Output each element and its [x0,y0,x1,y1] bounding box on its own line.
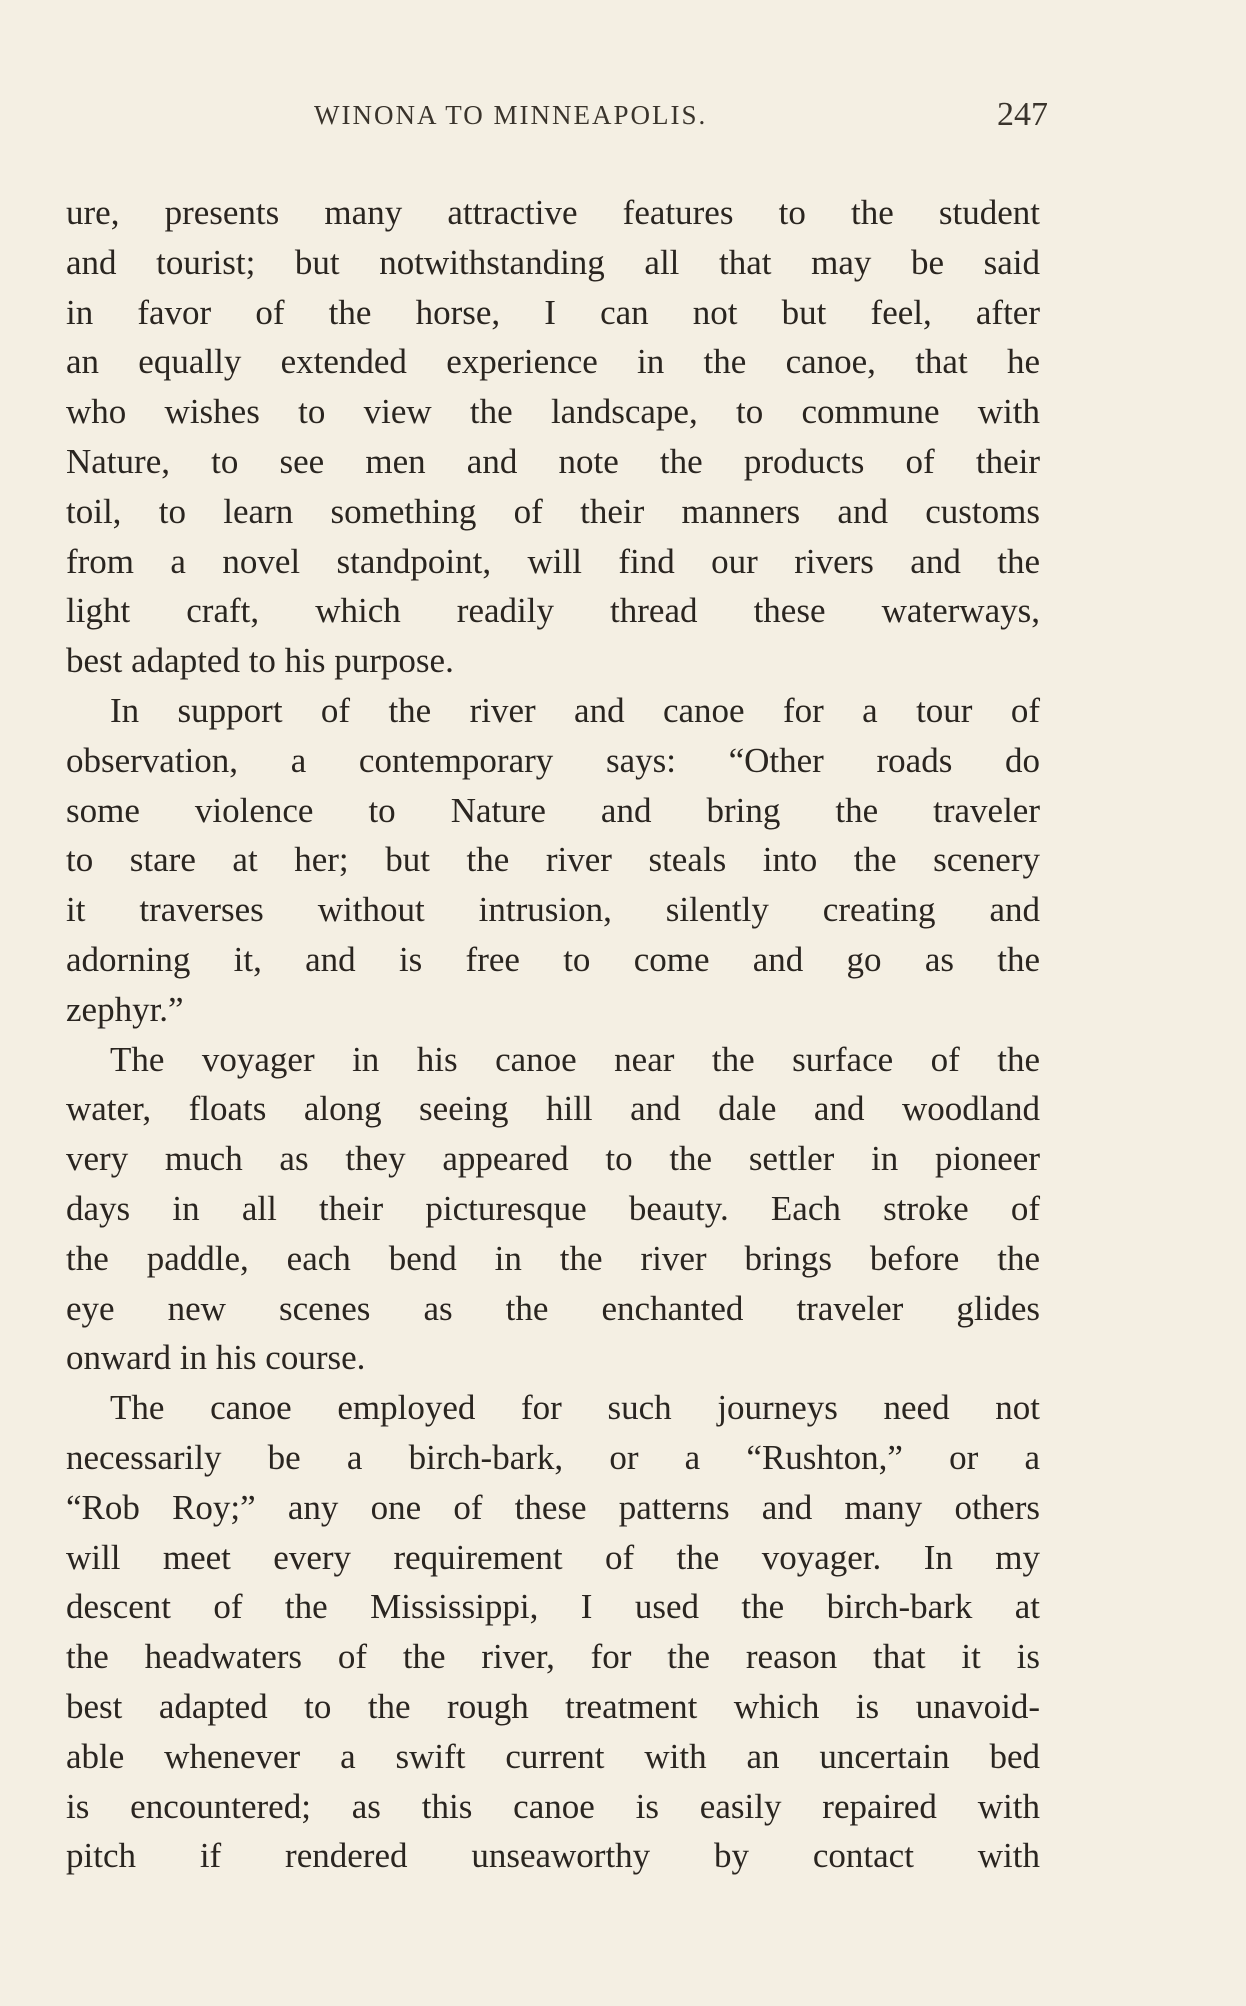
text-line: who wishes to view the landscape, to commune with [66,392,1040,432]
text-line: an equally extended experience in the canoe, that he [66,342,1040,382]
text-line: will meet every requirement of the voyager. In my [66,1537,1040,1577]
text-line: onward in his course. [66,1338,366,1378]
text-line: it traverses without intrusion, silently creating and [66,890,1040,930]
text-line: adorning it, and is free to come and go as the [66,939,1040,979]
text-line: ure, presents many attractive features to the student [66,193,1040,232]
text-line: zephyr.” [66,989,184,1029]
text-line: to stare at her; but the river steals into the scenery [66,840,1040,880]
text-line: water, floats along seeing hill and dale and woodland [66,1089,1040,1129]
text-line: “Rob Roy;” any one of these patterns and many others [66,1487,1040,1527]
running-head: WINONA TO MINNEAPOLIS. [314,100,708,130]
text-line: the paddle, each bend in the river brings before the [66,1238,1040,1278]
text-line: descent of the Mississippi, I used the birch-bark at [66,1587,1040,1627]
text-line: observation, a contemporary says: “Other roads do [66,740,1040,780]
text-line: best adapted to the rough treatment which is unavoid- [66,1686,1040,1726]
text-line: is encountered; as this canoe is easily repaired with [66,1786,1040,1826]
body-text [66,188,1040,1881]
page-number: 247 [997,96,1048,133]
text-line: In support of the river and canoe for a tour of [110,690,1040,730]
text-line: pitch if rendered unseaworthy by contact with [66,1836,1040,1876]
text-line: very much as they appeared to the settler in pioneer [66,1139,1040,1179]
text-line: Nature, to see men and note the products of their [66,441,1040,481]
text-line: toil, to learn something of their manners and customs [66,491,1040,531]
text-line: some violence to Nature and bring the traveler [66,790,1040,830]
text-line: The canoe employed for such journeys need not [110,1388,1040,1428]
text-line: days in all their picturesque beauty. Each stroke of [66,1188,1040,1228]
text-line: able whenever a swift current with an uncertain bed [66,1736,1040,1776]
text-line: best adapted to his purpose. [66,641,454,681]
text-line: eye new scenes as the enchanted traveler glides [66,1288,1040,1328]
text-line: necessarily be a birch-bark, or a “Rushton,” or a [66,1437,1040,1477]
text-line: light craft, which readily thread these waterways, [66,591,1040,631]
page-header [66,96,1048,144]
text-line: in favor of the horse, I can not but feel, after [66,292,1040,332]
text-line: The voyager in his canoe near the surface of the [110,1039,1040,1079]
text-line: from a novel standpoint, will find our rivers and the [66,541,1040,581]
text-line: the headwaters of the river, for the reason that it is [66,1637,1040,1677]
text-line: and tourist; but notwithstanding all that may be said [66,242,1040,282]
